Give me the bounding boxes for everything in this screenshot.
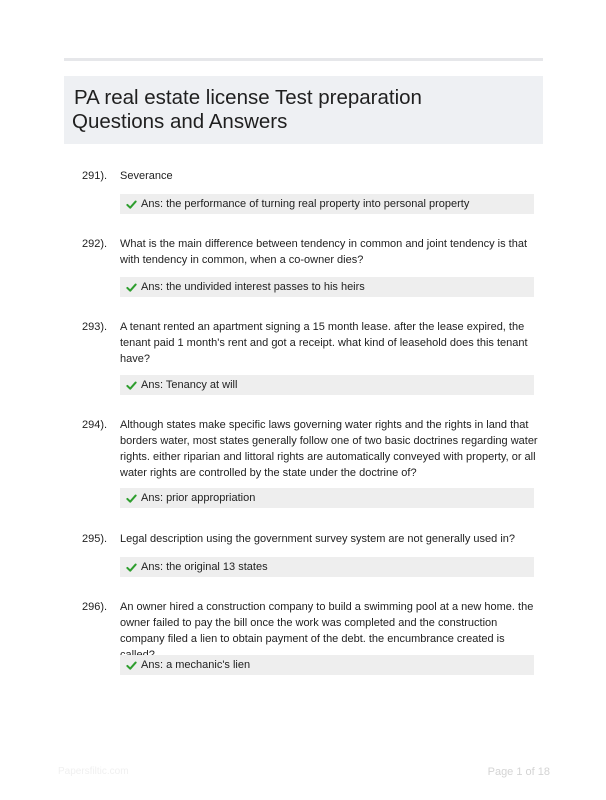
footer-watermark: Papersfiltic.com xyxy=(58,766,129,777)
question-number: 295). xyxy=(82,533,108,545)
page-number: Page 1 of 18 xyxy=(487,766,550,778)
checkmark-icon xyxy=(126,199,137,210)
page-title-line-1: PA real estate license Test preparation xyxy=(74,86,422,109)
question-number: 294). xyxy=(82,419,108,431)
answer-text: Ans: the original 13 states xyxy=(141,561,268,573)
question-number: 291). xyxy=(82,170,108,182)
question-number: 293). xyxy=(82,321,108,333)
question-text: Severance xyxy=(120,170,173,182)
page-title-box xyxy=(64,76,543,144)
answer-text: Ans: a mechanic's lien xyxy=(141,659,251,671)
top-divider xyxy=(64,58,543,61)
question-text: An owner hired a construction company to build a swimming pool at a new home. the owner failed to pay the bill once the work was completed and the construction company filed a lien to obtain payment of the debt. the encumbrance created is xyxy=(120,601,534,645)
answer-box xyxy=(120,655,534,675)
question-text: Legal description using the government survey system are not generally used in? xyxy=(120,533,516,545)
checkmark-icon xyxy=(126,282,137,293)
answer-box xyxy=(120,277,534,297)
answer-box xyxy=(120,194,534,214)
question-text: Although states make specific laws governing water rights and the rights in land that borders water, most states generally follow one of two basic doctrines regarding water rights. either riparian and littoral rights are automatically conveyed with property, or all water rights are controlled by the state under the doctrine of? xyxy=(120,419,538,479)
question-number: 296). xyxy=(82,601,108,613)
answer-text: Ans: Tenancy at will xyxy=(141,379,238,391)
answer-text: Ans: prior appropriation xyxy=(141,492,256,504)
question-text: A tenant rented an apartment signing a 15 month lease. after the lease expired, the tenant paid 1 month's rent and got a receipt. what kind of leasehold does this tenant have? xyxy=(120,321,528,365)
answer-box xyxy=(120,375,534,395)
answer-text: Ans: the undivided interest passes to his heirs xyxy=(141,281,365,293)
answer-text: Ans: the performance of turning real property into personal property xyxy=(141,198,470,210)
checkmark-icon xyxy=(126,660,137,671)
question-number: 292). xyxy=(82,238,108,250)
page-title-line-2: Questions and Answers xyxy=(72,110,288,133)
question-text: What is the main difference between tendency in common and joint tendency is that with tendency in common, when a co-owner dies? xyxy=(120,238,528,266)
answer-box xyxy=(120,488,534,508)
checkmark-icon xyxy=(126,380,137,391)
answer-box xyxy=(120,557,534,577)
checkmark-icon xyxy=(126,493,137,504)
checkmark-icon xyxy=(126,562,137,573)
